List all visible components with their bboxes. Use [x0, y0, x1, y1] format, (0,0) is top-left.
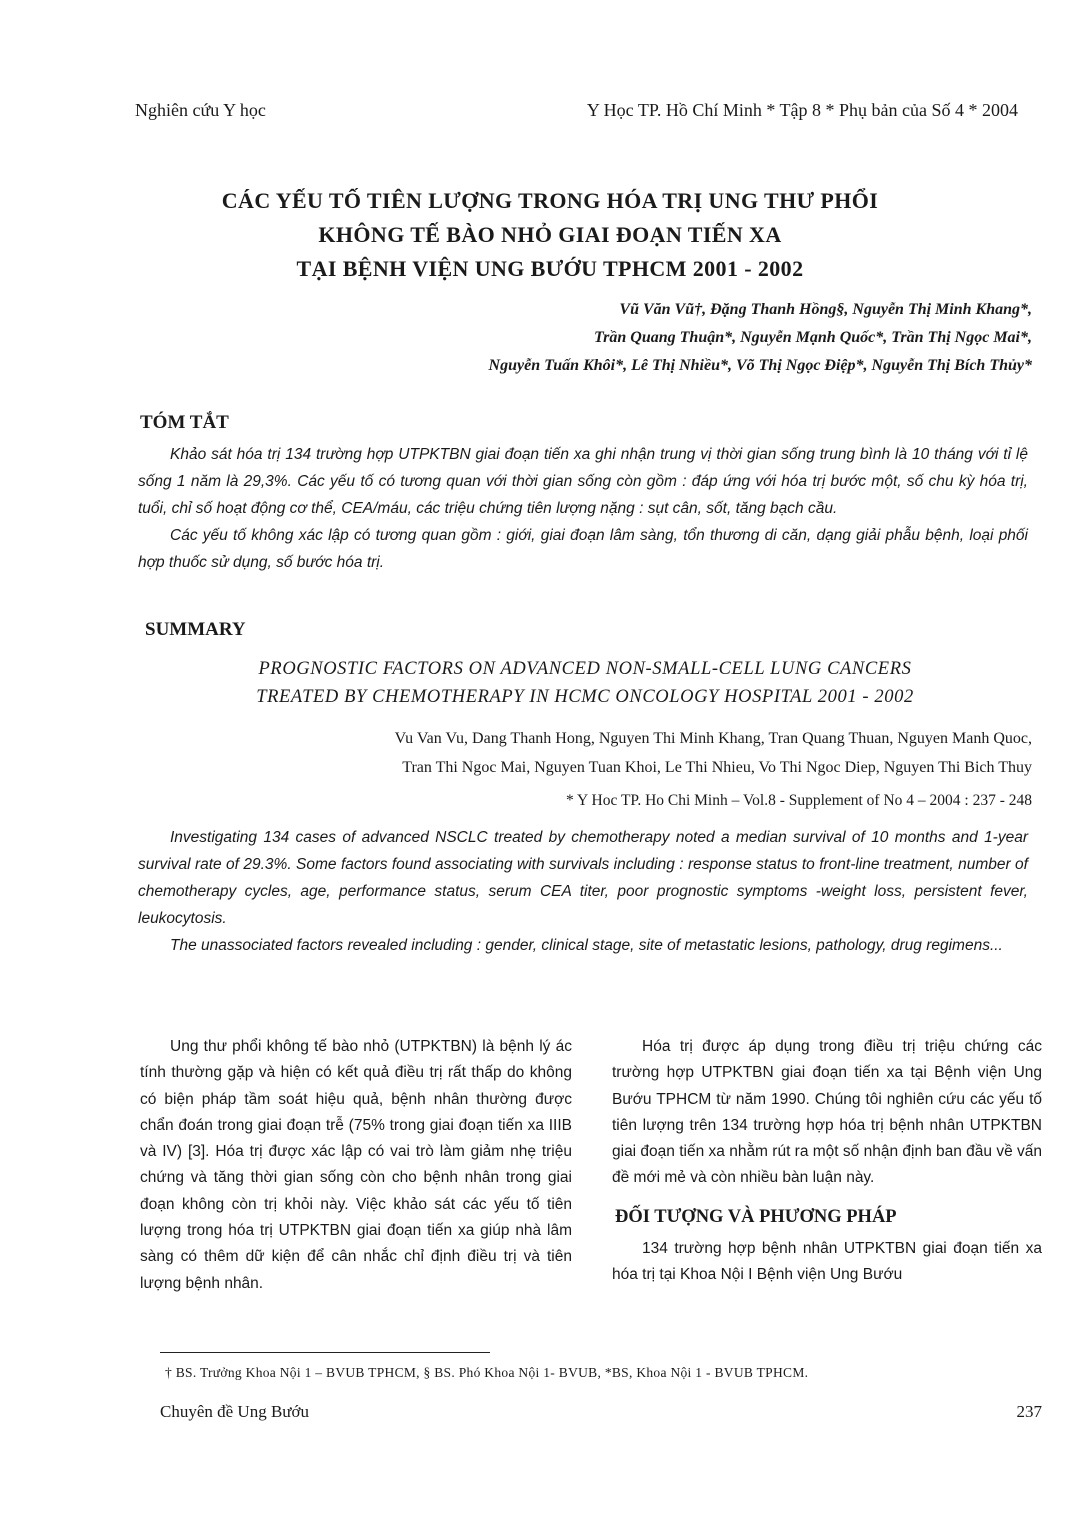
author-list-en [132, 724, 1032, 782]
tom-tat-heading: TÓM TẮT [140, 412, 229, 433]
article-title [120, 184, 980, 286]
intro-paragraph-2: Hóa trị được áp dụng trong điều trị triệu chứng các trường hợp UTPKTBN giai đoạn tiến xa tại Bệnh viện Ung Bướu TPHCM từ năm 1990. Chúng tôi nghiên cứu các yếu tố tiên lượng trên 134 trường hợp hóa trị bệnh nhân UTPKTBN giai đoạn tiến xa nhằm rút ra một số nhận định ban đầu về vấn đề mới mẻ và còn nhiều bàn luận này. [612, 1038, 1042, 1187]
title-line: KHÔNG TẾ BÀO NHỎ GIAI ĐOẠN TIẾN XA [318, 222, 782, 247]
body-left-column [140, 1034, 572, 1297]
body-right-column [612, 1034, 1042, 1289]
intro-paragraph: Ung thư phổi không tế bào nhỏ (UTPKTBN) là bệnh lý ác tính thường gặp và hiện có kết quả điều trị rất thấp do không có biện pháp tầm soát hiệu quả, bệnh nhân thường được chẩn đoán trong giai đoạn trễ (75% trong giai đoạn tiến xa IIIB và IV) [3]. Hóa trị được xác lập có vai trò làm giảm nhẹ triệu chứng và tăng thời gian sống còn cho bệnh nhân trong giai đoạn không còn trị khỏi này. Việc khảo sát các yếu tố tiên lượng trong hóa trị UTPKTBN giai đoạn tiến xa giúp nhà lâm sàng có thêm dữ kiện để cân nhắc chỉ định điều trị và tiên lượng bệnh nhân. [140, 1038, 572, 1292]
methods-paragraph: 134 trường hợp bệnh nhân UTPKTBN giai đoạn tiến xa hóa trị tại Khoa Nội I Bệnh viện Ung Bướu [612, 1240, 1042, 1284]
footnote-divider [160, 1352, 490, 1353]
running-header-right: Y Học TP. Hồ Chí Minh * Tập 8 * Phụ bản của Số 4 * 2004 [586, 100, 1018, 120]
methods-heading: ĐỐI TƯỢNG VÀ PHƯƠNG PHÁP [615, 1206, 897, 1227]
author-line: Nguyễn Tuấn Khôi*, Lê Thị Nhiều*, Võ Thị Ngọc Điệp*, Nguyễn Thị Bích Thủy* [488, 357, 1032, 374]
author-line: Vu Van Vu, Dang Thanh Hong, Nguyen Thi Minh Khang, Tran Quang Thuan, Nguyen Manh Quoc, [394, 730, 1032, 747]
running-header-left: Nghiên cứu Y học [135, 100, 266, 120]
title-line: TẠI BỆNH VIỆN UNG BƯỚU TPHCM 2001 - 2002 [296, 256, 804, 281]
author-line: Vũ Văn Vũ†, Đặng Thanh Hồng§, Nguyễn Thị Minh Khang*, [619, 301, 1032, 318]
summary-heading: SUMMARY [145, 619, 246, 640]
footer-section-name: Chuyên đề Ung Bướu [160, 1402, 309, 1421]
summary-abstract [138, 824, 1028, 959]
summary-title-line: PROGNOSTIC FACTORS ON ADVANCED NON-SMALL-CELL LUNG CANCERS [258, 659, 912, 679]
footnote: † BS. Trưởng Khoa Nội 1 – BVUB TPHCM, § BS. Phó Khoa Nội 1- BVUB, *BS, Khoa Nội 1 - BVUB TPHCM. [165, 1365, 809, 1380]
author-line: Trần Quang Thuận*, Nguyễn Mạnh Quốc*, Trần Thị Ngọc Mai*, [593, 329, 1032, 346]
title-line: CÁC YẾU TỐ TIÊN LƯỢNG TRONG HÓA TRỊ UNG THƯ PHỔI [221, 188, 879, 213]
summary-paragraph-2: The unassociated factors revealed including : gender, clinical stage, site of metastatic lesions, pathology, drug regimens... [170, 937, 1003, 954]
tom-tat-paragraph-2: Các yếu tố không xác lập có tương quan gồm : giới, giai đoạn lâm sàng, tổn thương di căn, dạng giải phẫu bệnh, loại phối hợp thuốc sử dụng, số bước hóa trị. [138, 527, 1028, 571]
summary-title [150, 655, 1020, 711]
author-list-vi [132, 296, 1032, 380]
tom-tat-abstract [138, 441, 1028, 576]
summary-title-line: TREATED BY CHEMOTHERAPY IN HCMC ONCOLOGY HOSPITAL 2001 - 2002 [256, 687, 914, 707]
author-line: Tran Thi Ngoc Mai, Nguyen Tuan Khoi, Le Thi Nhieu, Vo Thi Ngoc Diep, Nguyen Thi Bich Thuy [402, 759, 1032, 776]
citation: * Y Hoc TP. Ho Chi Minh – Vol.8 - Supplement of No 4 – 2004 : 237 - 248 [565, 792, 1032, 809]
summary-paragraph-1: Investigating 134 cases of advanced NSCLC treated by chemotherapy noted a median survival of 10 months and 1-year survival rate of 29.3%. Some factors found associating with survivals including : response status to front-line treatment, number of chemotherapy cycles, age, performance status, serum CEA titer, poor prognostic symptoms -weight loss, persistent fever, leukocytosis. [138, 829, 1028, 927]
page-number: 237 [1016, 1402, 1042, 1421]
tom-tat-paragraph-1: Khảo sát hóa trị 134 trường hợp UTPKTBN giai đoạn tiến xa ghi nhận trung vị thời gian sống trung bình là 10 tháng với tỉ lệ sống 1 năm là 29,3%. Các yếu tố có tương quan với thời gian sống còn gồm : đáp ứng với hóa trị bước một, số chu kỳ hóa trị, tuổi, chỉ số hoạt động cơ thể, CEA/máu, các triệu chứng tiên lượng nặng : sụt cân, sốt, tăng bạch cầu. [138, 446, 1028, 517]
